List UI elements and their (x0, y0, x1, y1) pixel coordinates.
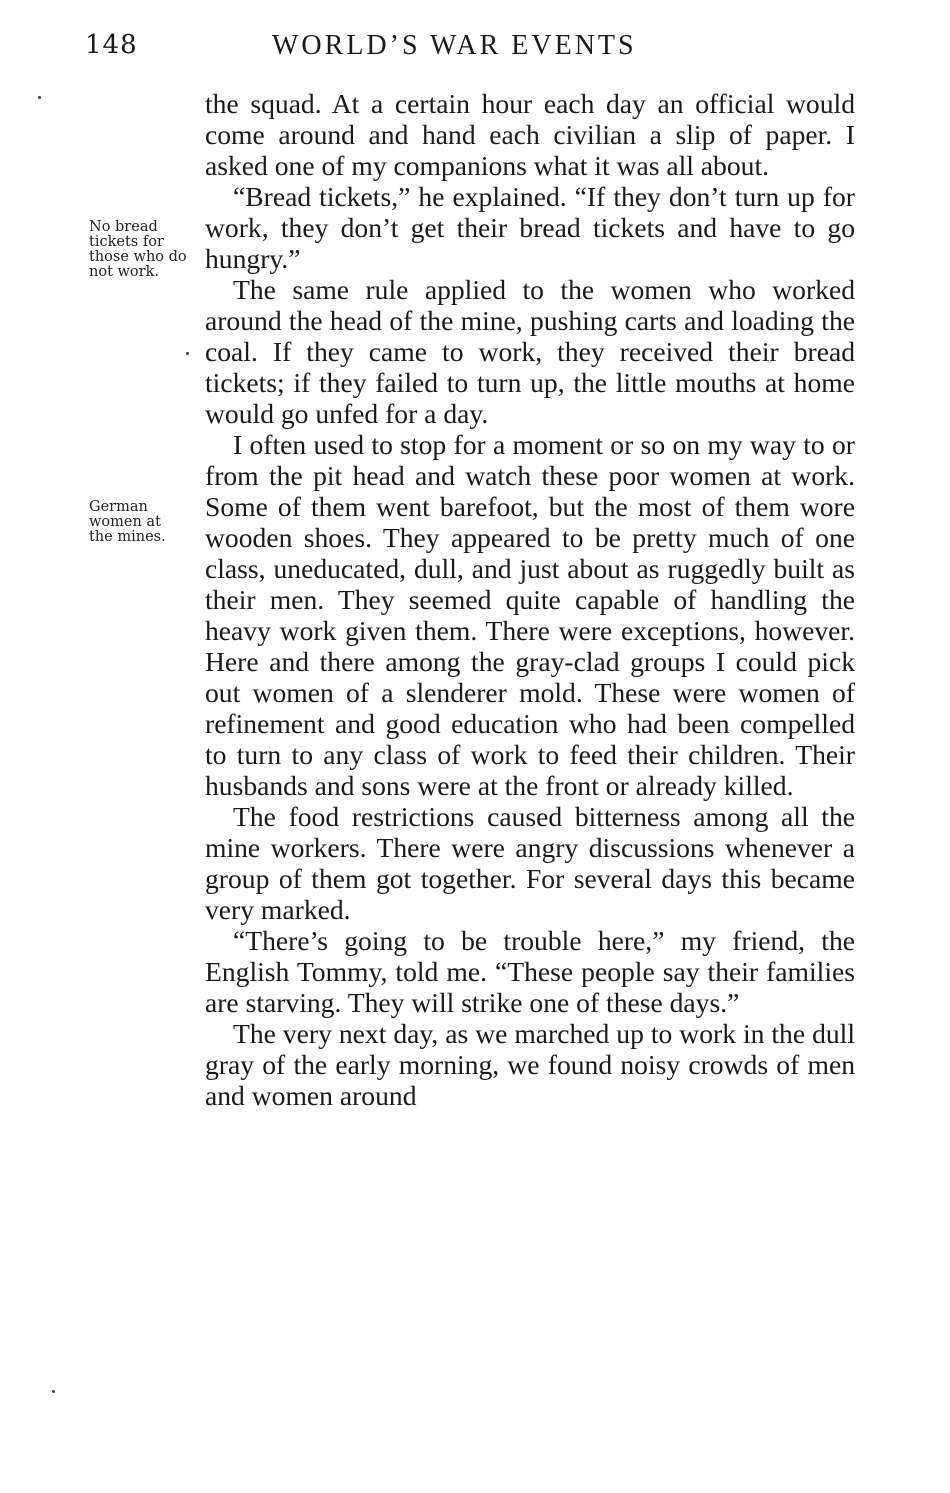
paragraph: “There’s going to be trouble here,” my friend, the English Tommy, told me. “These people say their families are starving. They will strike one of these days.” (205, 925, 855, 1018)
margin-note-bread-tickets: No bread tickets for those who do not work. (89, 219, 187, 280)
body-text (205, 88, 855, 1111)
running-title: WORLD’S WAR EVENTS (272, 30, 637, 61)
paragraph: The very next day, as we marched up to work in the dull gray of the early morning, we found noisy crowds of men and women around (205, 1018, 855, 1111)
paragraph: the squad. At a certain hour each day an official would come around and hand each civilian a slip of paper. I asked one of my companions what it was all about. (205, 88, 855, 181)
scan-speck (186, 352, 189, 355)
paragraph: I often used to stop for a moment or so on my way to or from the pit head and watch these poor women at work. Some of them went barefoot, but the most of them wore wooden shoes. They appeared to be pretty much of one class, uneducated, dull, and just about as ruggedly built as their men. They seemed quite capable of handling the heavy work given them. There were exceptions, however. Here and there among the gray-clad groups I could pick out women of a slenderer mold. These were women of refinement and good education who had been compelled to turn to any class of work to feed their children. Their husbands and sons were at the front or already killed. (205, 429, 855, 801)
margin-note-german-women: German women at the mines. (89, 499, 166, 545)
paragraph: The same rule applied to the women who worked around the head of the mine, pushing carts and loading the coal. If they came to work, they received their bread tickets; if they failed to turn up, the little mouths at home would go unfed for a day. (205, 274, 855, 429)
scan-speck (38, 96, 41, 99)
page-number: 148 (85, 30, 138, 60)
scan-speck (52, 1390, 55, 1393)
paragraph: The food restrictions caused bitterness among all the mine workers. There were angry discussions whenever a group of them got together. For several days this became very marked. (205, 801, 855, 925)
page-header (0, 30, 950, 70)
paragraph: “Bread tickets,” he explained. “If they don’t turn up for work, they don’t get their bread tickets and have to go hungry.” (205, 181, 855, 274)
